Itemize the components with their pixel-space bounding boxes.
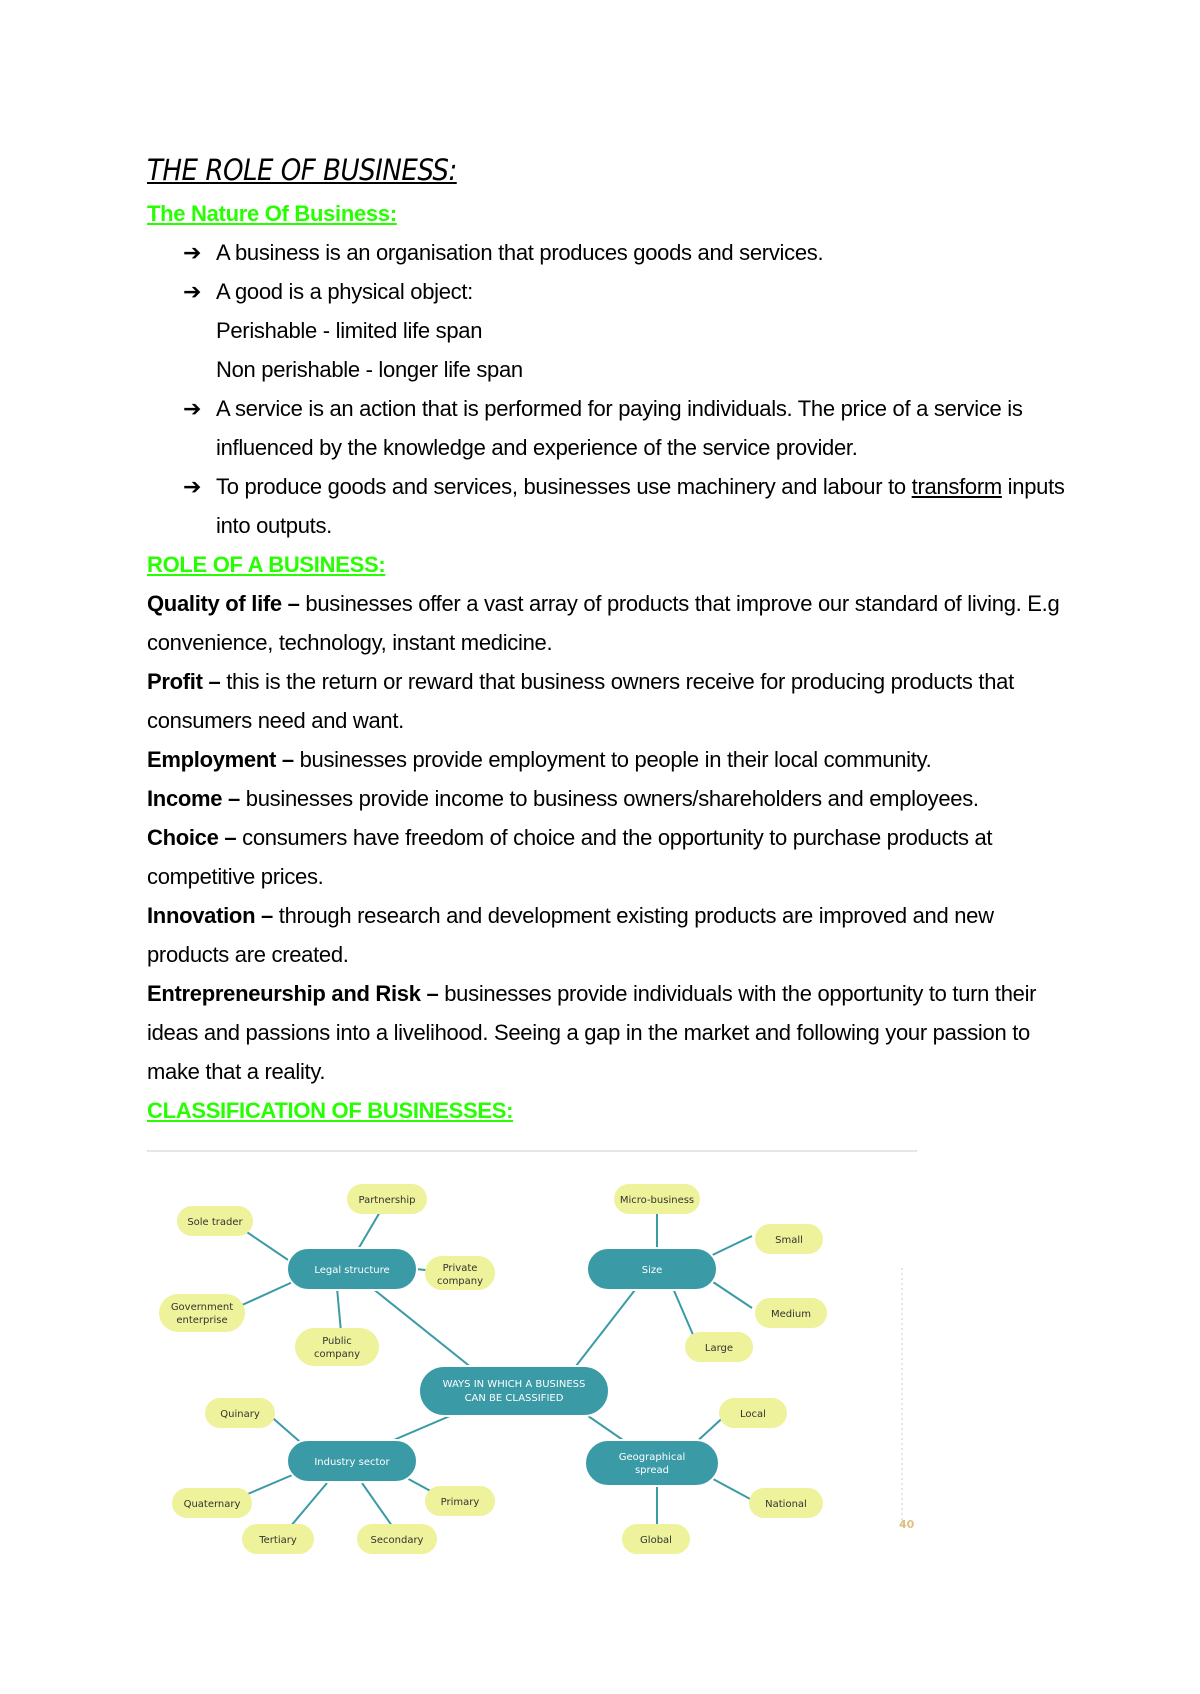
list-item <box>183 467 1077 545</box>
role-separator: – <box>222 786 246 811</box>
role-description: businesses provide employment to people in their local community. <box>299 747 932 772</box>
role-item-profit <box>147 662 1077 740</box>
leaf-label: Quaternary <box>183 1499 241 1510</box>
leaf-label: Medium <box>771 1309 811 1320</box>
leaf-label: Large <box>704 1343 734 1354</box>
classification-heading: CLASSIFICATION OF BUSINESSES: <box>147 1098 514 1123</box>
page-title: THE ROLE OF BUSINESS: <box>147 153 457 187</box>
node-shape <box>585 1440 719 1486</box>
role-separator: – <box>281 591 306 616</box>
center-node-label-line-2: CAN BE CLASSIFIED <box>464 1393 564 1404</box>
leaf-label: Secondary <box>370 1535 424 1546</box>
leaf-label-line-2: enterprise <box>176 1315 228 1326</box>
role-description: this is the return or reward that business owners receive for producing products that consumers need and want. <box>147 669 1014 733</box>
classification-mind-map <box>147 1148 927 1598</box>
role-description: consumers have freedom of choice and the opportunity to purchase products at competitive prices. <box>147 825 993 889</box>
leaf-label-line-1: Private <box>442 1263 478 1274</box>
nature-heading: The Nature Of Business: <box>147 201 397 226</box>
role-term: Employment <box>147 747 277 772</box>
leaf-government-enterprise <box>159 1294 245 1332</box>
node-legal-structure <box>287 1248 417 1290</box>
role-separator: – <box>218 825 243 850</box>
role-term: Innovation <box>147 903 256 928</box>
leaf-label-line-1: Government <box>170 1302 234 1313</box>
role-item-choice <box>147 818 1077 896</box>
arrow-right-icon: ➔ <box>183 474 202 499</box>
role-term: Entrepreneurship and Risk <box>147 981 421 1006</box>
page-number: 40 <box>899 1518 915 1531</box>
role-term: Choice <box>147 825 219 850</box>
role-item-employment <box>147 740 1077 779</box>
bullet-text: A good is a physical object: <box>216 279 473 304</box>
role-separator: – <box>420 981 445 1006</box>
list-item <box>183 233 1077 272</box>
leaf-label: Global <box>640 1535 672 1546</box>
node-label: Size <box>641 1265 663 1276</box>
bullet-text: A business is an organisation that produces goods and services. <box>216 240 824 265</box>
center-node-shape <box>419 1366 609 1416</box>
bullet-text-before: To produce goods and services, businesses use machinery and labour to <box>216 474 912 499</box>
leaf-label: Micro-business <box>619 1195 695 1206</box>
sub-line-perishable: Perishable - limited life span <box>216 318 483 343</box>
role-item-quality-of-life <box>147 584 1077 662</box>
node-label: Industry sector <box>314 1457 390 1468</box>
bullet-text: A service is an action that is performed for paying individuals. The price of a service is influenced by the knowledge and experience of the service provider. <box>216 396 1023 460</box>
node-label: Legal structure <box>314 1265 390 1276</box>
center-node <box>419 1366 609 1416</box>
leaf-public-company <box>295 1328 379 1366</box>
connector <box>707 1278 752 1308</box>
leaf-label: Small <box>775 1235 803 1246</box>
nature-bullet-list <box>147 233 1077 545</box>
center-node-label-line-1: WAYS IN WHICH A BUSINESS <box>442 1379 586 1390</box>
arrow-right-icon: ➔ <box>183 240 202 265</box>
list-item <box>183 272 1077 389</box>
role-item-entrepreneurship <box>147 974 1077 1091</box>
node-size <box>587 1248 717 1290</box>
leaf-label: Quinary <box>220 1409 260 1420</box>
role-separator: – <box>202 669 227 694</box>
leaf-label: Local <box>740 1409 766 1420</box>
role-description: through research and development existing products are improved and new products are created. <box>147 903 994 967</box>
role-item-innovation <box>147 896 1077 974</box>
role-separator: – <box>276 747 300 772</box>
leaf-label-line-2: company <box>313 1349 361 1360</box>
role-description: businesses provide individuals with the opportunity to turn their ideas and passions into a livelihood. Seeing a gap in the market and following your passion to make that a reality. <box>147 981 1037 1084</box>
role-heading: ROLE OF A BUSINESS: <box>147 552 386 577</box>
mind-map-svg <box>147 1148 927 1598</box>
leaf-label: Sole trader <box>187 1217 243 1228</box>
role-description: businesses offer a vast array of products that improve our standard of living. E.g convenience, technology, instant medicine. <box>147 591 1060 655</box>
arrow-right-icon: ➔ <box>183 279 202 304</box>
role-term: Income <box>147 786 223 811</box>
node-industry-sector <box>287 1440 417 1482</box>
node-label-line-2: spread <box>634 1465 670 1476</box>
role-separator: – <box>255 903 279 928</box>
leaf-label: Tertiary <box>259 1535 297 1546</box>
role-term: Profit <box>147 669 203 694</box>
role-description: businesses provide income to business owners/shareholders and employees. <box>245 786 979 811</box>
leaf-label: Primary <box>440 1497 480 1508</box>
underlined-word: transform <box>911 474 1002 499</box>
leaf-label-line-2: company <box>436 1276 484 1287</box>
bullet-text-after: inputs into outputs. <box>216 474 1065 538</box>
arrow-right-icon: ➔ <box>183 396 202 421</box>
leaf-label: Partnership <box>358 1195 416 1206</box>
list-item <box>183 389 1077 467</box>
sub-line-non-perishable: Non perishable - longer life span <box>216 357 523 382</box>
node-geographical-spread <box>585 1440 719 1486</box>
leaf-label: National <box>765 1499 807 1510</box>
node-label-line-1: Geographical <box>618 1452 686 1463</box>
role-term: Quality of life <box>147 591 282 616</box>
role-item-income <box>147 779 1077 818</box>
leaf-label-line-1: Public <box>322 1336 352 1347</box>
document-content <box>147 148 1077 1130</box>
